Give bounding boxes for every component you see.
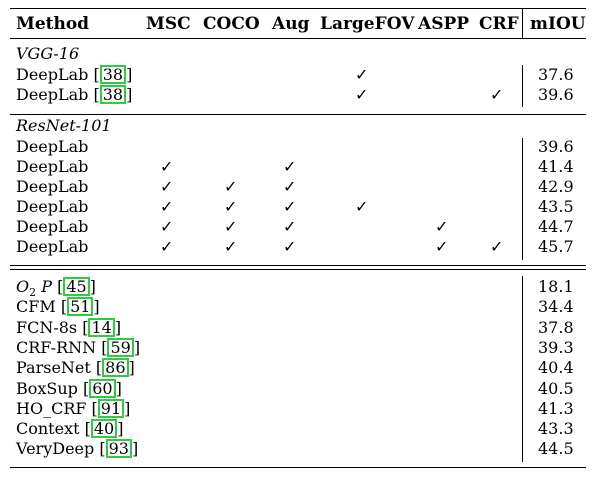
method-cell: CRF-RNN [ 59 ]: [16, 337, 141, 357]
miou-value: 37.8: [538, 317, 574, 337]
method-cell: [16, 157, 88, 176]
miou-value: 37.6: [538, 65, 574, 84]
check-aug: ✓: [283, 157, 297, 176]
check-msc: ✓: [160, 237, 174, 256]
method-name: DeepLab: [16, 197, 89, 216]
check-aug: ✓: [283, 197, 297, 216]
method-cell: $O_2$ P [ 45 ]: [16, 277, 96, 300]
method-name: ParseNet: [16, 358, 91, 378]
citation-link[interactable]: 45: [63, 277, 89, 296]
method-name: FCN-8s: [16, 317, 78, 337]
header-miou: mIOU: [530, 14, 586, 34]
check-msc: ✓: [160, 197, 174, 216]
header-crf: CRF: [479, 14, 519, 34]
method-cell: [16, 177, 88, 196]
check-aspp: ✓: [435, 217, 449, 236]
method-name: DeepLab: [16, 177, 89, 196]
group-rule: [10, 114, 586, 115]
method-cell: [16, 197, 88, 216]
header-coco: COCO: [203, 14, 260, 34]
miou-value: 42.9: [538, 177, 574, 196]
citation-link[interactable]: 59: [107, 338, 133, 357]
miou-value: 40.4: [538, 358, 574, 378]
method-name: DeepLab: [16, 217, 89, 236]
method-cell: DeepLab [ 38 ]: [16, 65, 133, 84]
miou-value: 39.6: [538, 85, 574, 104]
check-coco: ✓: [224, 217, 238, 236]
miou-value: 41.4: [538, 157, 574, 176]
method-cell: [16, 237, 88, 256]
method-name: DeepLab: [16, 237, 89, 256]
citation-link[interactable]: 93: [106, 439, 132, 458]
method-name: CRF-RNN: [16, 337, 97, 357]
col-sep-header: [522, 8, 523, 38]
method-cell: HO_CRF [ 91 ]: [16, 398, 131, 418]
col-sep-others: [522, 276, 523, 462]
method-name: DeepLab: [16, 137, 89, 156]
method-name: BoxSup: [16, 378, 78, 398]
bottom-rule: [10, 467, 586, 468]
citation-link[interactable]: 14: [88, 318, 114, 337]
header-method: Method: [16, 14, 90, 34]
miou-value: 44.7: [538, 217, 574, 236]
method-cell: BoxSup [ 60 ]: [16, 378, 122, 398]
check-largefov: ✓: [355, 85, 369, 104]
citation-link[interactable]: 38: [100, 65, 126, 84]
header-msc: MSC: [146, 14, 191, 34]
check-aug: ✓: [283, 177, 297, 196]
check-coco: ✓: [224, 177, 238, 196]
group-title: VGG-16: [16, 44, 80, 63]
header-largefov: LargeFOV: [320, 14, 415, 34]
method-cell: FCN-8s [ 14 ]: [16, 317, 122, 337]
miou-value: 43.5: [538, 197, 574, 216]
check-aug: ✓: [283, 217, 297, 236]
method-cell: [16, 217, 88, 236]
check-crf: ✓: [490, 237, 504, 256]
miou-value: 39.3: [538, 337, 574, 357]
check-coco: ✓: [224, 197, 238, 216]
header-aspp: ASPP: [418, 14, 470, 34]
citation-link[interactable]: 38: [100, 85, 126, 104]
top-rule: [10, 8, 586, 9]
method-cell: VeryDeep [ 93 ]: [16, 439, 139, 459]
method-cell: CFM [ 51 ]: [16, 297, 100, 317]
method-cell: [16, 137, 88, 156]
citation-link[interactable]: 51: [67, 297, 93, 316]
header-rule: [10, 38, 586, 39]
double-rule-bottom: [10, 269, 586, 270]
col-sep-resnet: [522, 138, 523, 260]
method-name: DeepLab: [16, 85, 89, 104]
check-aug: ✓: [283, 237, 297, 256]
method-subscript: 2: [29, 286, 37, 300]
miou-value: 43.3: [538, 419, 574, 439]
header-aug: Aug: [272, 14, 310, 34]
miou-value: 39.6: [538, 137, 574, 156]
miou-value: 45.7: [538, 237, 574, 256]
method-cell: Context [ 40 ]: [16, 419, 124, 439]
double-rule-top: [10, 265, 586, 266]
miou-value: 18.1: [538, 277, 574, 296]
method-name: VeryDeep: [16, 439, 95, 459]
check-msc: ✓: [160, 157, 174, 176]
method-name: O: [16, 277, 30, 296]
method-name: CFM: [16, 297, 56, 317]
check-largefov: ✓: [355, 197, 369, 216]
miou-value: 44.5: [538, 439, 574, 459]
check-largefov: ✓: [355, 65, 369, 84]
method-cell: DeepLab [ 38 ]: [16, 85, 133, 104]
method-name: DeepLab: [16, 65, 89, 84]
check-msc: ✓: [160, 177, 174, 196]
col-sep-vgg: [522, 65, 523, 107]
miou-value: 34.4: [538, 297, 574, 317]
citation-link[interactable]: 91: [98, 399, 124, 418]
method-name-tail: P: [41, 277, 52, 296]
citation-link[interactable]: 86: [102, 358, 128, 377]
method-cell: ParseNet [ 86 ]: [16, 358, 135, 378]
citation-link[interactable]: 60: [89, 379, 115, 398]
group-title: ResNet-101: [16, 116, 112, 135]
method-name: DeepLab: [16, 157, 89, 176]
check-msc: ✓: [160, 217, 174, 236]
method-name: Context: [16, 419, 80, 439]
check-crf: ✓: [490, 85, 504, 104]
miou-value: 40.5: [538, 378, 574, 398]
method-name: HO_CRF: [16, 398, 87, 418]
citation-link[interactable]: 40: [91, 419, 117, 438]
check-coco: ✓: [224, 237, 238, 256]
miou-value: 41.3: [538, 398, 574, 418]
check-aspp: ✓: [435, 237, 449, 256]
